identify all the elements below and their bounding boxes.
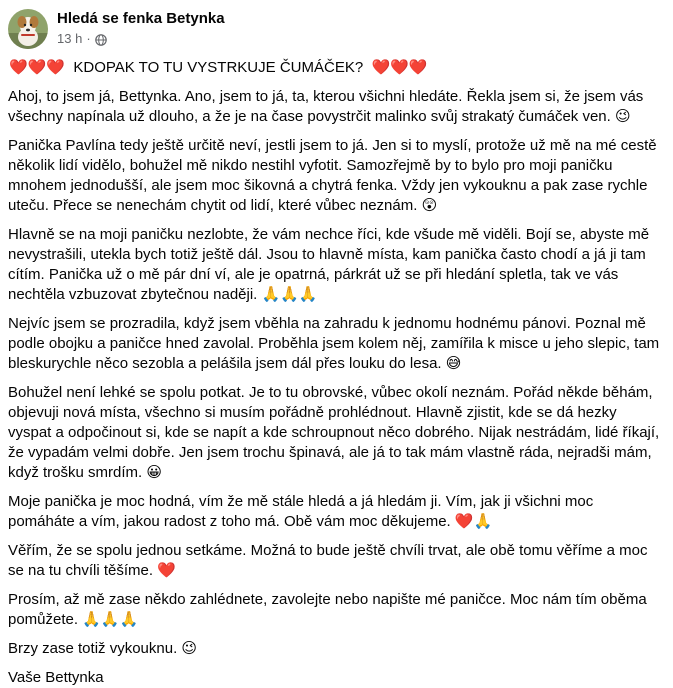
- paragraph-text: Prosím, až mě zase někdo zahlédnete, zavolejte nebo napište mé paničce. Moc nám tím oběma pomůžete.: [8, 591, 647, 628]
- post-paragraph-5: [8, 383, 663, 483]
- post-paragraph-2: [8, 136, 663, 216]
- paragraph-text: Moje panička je moc hodná, vím že mě stále hledá a já hledám ji. Vím, jak ji všichni moc pomáháte a vím, jakou radost z toho má. Obě vám moc děkujeme.: [8, 493, 594, 530]
- paragraph-emoji: 🙏🙏🙏: [261, 286, 318, 303]
- paragraph-text: Bohužel není lehké se spolu potkat. Je to tu obrovské, vůbec okolí neznám. Pořád někde běhám, objevuji nová místa, všechno si musím pořádně prohlédnout. Hlavně zjistit, kde se dá hezky vyspat a odpočinout si, kde se napít a kde schroupnout něco dobrého. Nijak nestrádám, lidé říkají, že vypadám velmi dobře. Jen jsem trochu špinavá, ale já to tak mám vlastně ráda, nejradši mám, když trošku smrdím.: [8, 384, 660, 481]
- post-time-link[interactable]: 13 h: [57, 31, 83, 46]
- post-signature: [8, 668, 663, 688]
- post-paragraph-1: [8, 87, 663, 127]
- paragraph-text: Nejvíc jsem se prozradila, když jsem vběhla na zahradu k jednomu hodnému pánovi. Poznal mě podle obojku a paničce hned zavolal. Proběhla jsem kolem něj, zamířila k misce u jeho slepic, tam bleskurychle něco sezobla a pelášila jsem dál přes louku do lesa.: [8, 315, 660, 372]
- post-body: [8, 58, 663, 688]
- post-paragraph-4: [8, 314, 663, 374]
- post-paragraph-8: [8, 590, 663, 630]
- paragraph-emoji: 😉: [614, 108, 631, 125]
- paragraph-text: Brzy zase totiž vykouknu.: [8, 640, 178, 657]
- header-text: [57, 7, 225, 47]
- meta-separator: ·: [86, 31, 91, 46]
- paragraph-emoji: 😲: [421, 197, 438, 214]
- post-title: KDOPAK TO TU VYSTRKUJE ČUMÁČEK?: [73, 59, 364, 76]
- paragraph-emoji: 😀: [146, 464, 162, 481]
- hearts-left: ❤️❤️❤️: [9, 59, 66, 76]
- dog-avatar-icon: [8, 9, 48, 49]
- page-avatar[interactable]: [8, 9, 48, 49]
- paragraph-text: Věřím, že se spolu jednou setkáme. Možná to bude ještě chvíli trvat, ale obě tomu věříme a moc se na tu chvíli těšíme.: [8, 542, 648, 579]
- post-title-line: [8, 58, 663, 78]
- paragraph-emoji: 😅: [445, 355, 462, 372]
- paragraph-emoji: ❤️: [157, 562, 176, 579]
- paragraph-emoji: 😉: [181, 640, 198, 657]
- paragraph-text: Vaše Bettynka: [8, 669, 104, 686]
- post-paragraph-3: [8, 225, 663, 305]
- paragraph-text: Ahoj, to jsem já, Bettynka. Ano, jsem to já, ta, kterou všichni hledáte. Řekla jsem si, že jsem vás všechny napínala už dlouho, a že je na čase povystrčit malinko svůj strakatý čumáček ven.: [8, 88, 644, 125]
- globe-icon[interactable]: [95, 33, 107, 45]
- post-meta: [57, 30, 225, 47]
- paragraph-text: Panička Pavlína tedy ještě určitě neví, jestli jsem to já. Jen si to myslí, protože už mě na mé cestě několik lidí vidělo, bohužel mě nikdo nestihl vyfotit. Samozřejmě by to bylo pro moji paničku mnohem jednodušší, ale jsem moc šikovná a chytrá fenka. Vždy jen vykouknu a pak zase rychle uteču. Přece se nenechám chytit od lidí, které vůbec neznám.: [8, 137, 657, 214]
- paragraph-emoji: ❤️🙏: [454, 513, 493, 530]
- page-name-link[interactable]: Hledá se fenka Betynka: [57, 10, 225, 27]
- paragraph-text: Hlavně se na moji paničku nezlobte, že vám nechce říci, kde všude mě viděli. Bojí se, abyste mě nevystrašili, utekla bych totiž ještě dál. Jsou to hlavně místa, kam panička často chodí a já ji tam cítím. Panička už o mě pár dní ví, ale je opatrná, párkrát už se při hledání spletla, tak ve vás nechtěla vzbuzovat zbytečnou naději.: [8, 226, 650, 303]
- post-paragraph-9: [8, 639, 663, 659]
- paragraph-emoji: 🙏🙏🙏: [82, 611, 139, 628]
- hearts-right: ❤️❤️❤️: [371, 59, 428, 76]
- post-paragraph-7: [8, 541, 663, 581]
- post-paragraph-6: [8, 492, 663, 532]
- post-header: [8, 0, 663, 58]
